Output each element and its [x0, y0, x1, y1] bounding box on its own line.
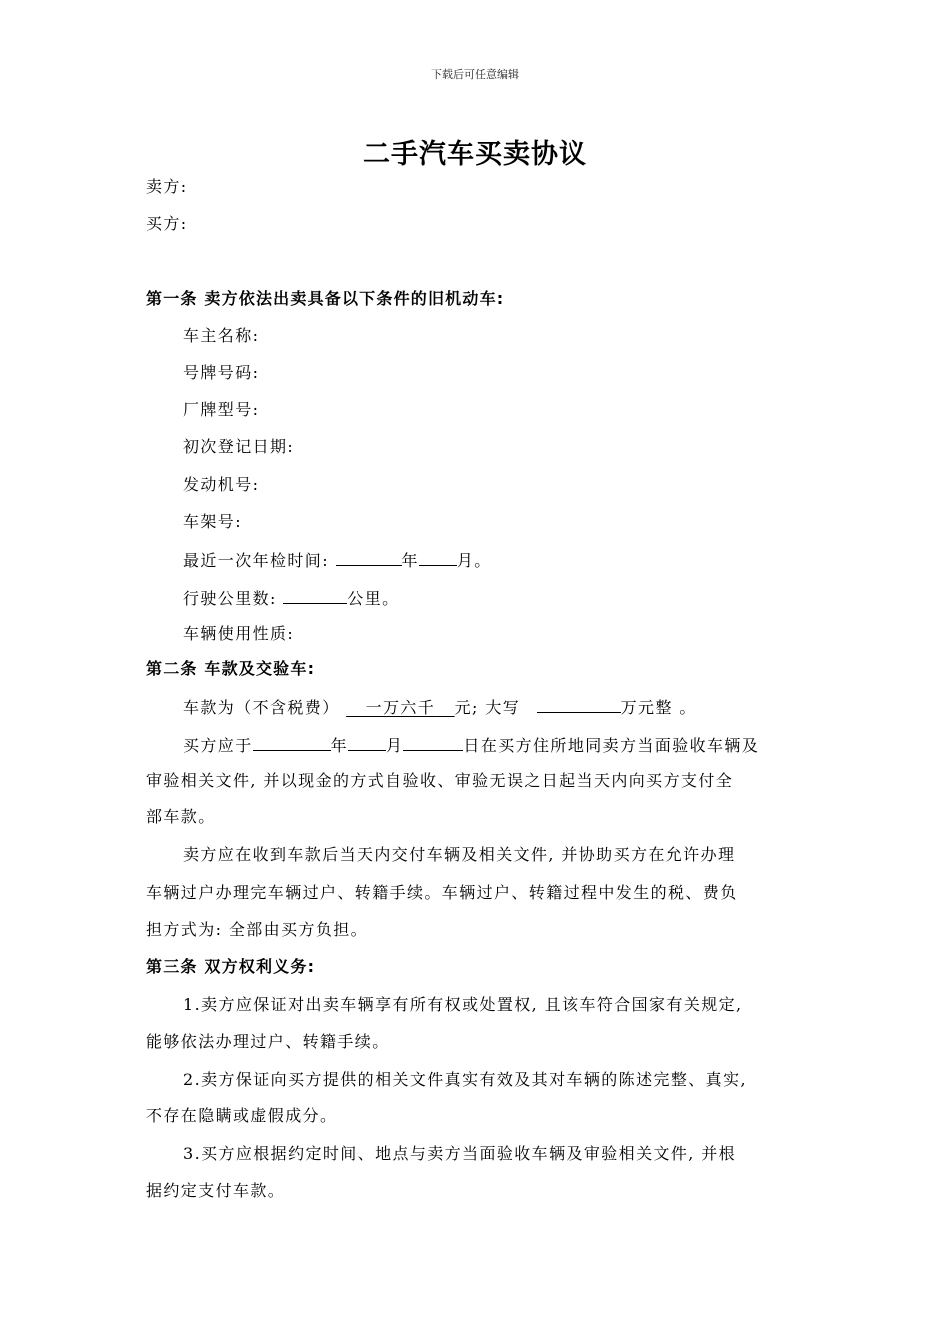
obligation-1-line1: 1.卖方应保证对出卖车辆享有所有权或处置权, 且该车符合国家有关规定,: [183, 995, 743, 1014]
delivery-paragraph-line1: 卖方应在收到车款后当天内交付车辆及相关文件, 并协助买方在允许办理: [183, 845, 736, 864]
price-line: [183, 695, 697, 719]
inspection-month-blank[interactable]: [419, 548, 457, 566]
price-label: 车款为（不含税费）: [183, 698, 340, 717]
price-tail: 万元整 。: [620, 698, 697, 717]
payment-paragraph-line2: 审验相关文件, 并以现金的方式自验收、审验无误之日起当天内向买方支付全: [146, 771, 734, 790]
payment-day-blank[interactable]: [403, 733, 463, 751]
brand-model-label: 厂牌型号:: [183, 400, 260, 419]
owner-name-label: 车主名称:: [183, 326, 260, 345]
inspection-month-unit: 月。: [456, 551, 492, 570]
frame-number-label: 车架号:: [183, 512, 242, 531]
mileage-blank[interactable]: [283, 586, 347, 604]
obligation-3-line1: 3.买方应根据约定时间、地点与卖方当面验收车辆及审验相关文件, 并根: [183, 1144, 737, 1163]
article3-heading: 第三条 双方权利义务:: [146, 957, 316, 976]
inspection-time-line: [183, 548, 492, 572]
seller-label: 卖方:: [146, 177, 188, 196]
buyer-label: 买方:: [146, 214, 188, 233]
price-uppercase-blank[interactable]: [537, 695, 621, 713]
payment-month-blank[interactable]: [348, 733, 386, 751]
obligation-2-line1: 2.卖方保证向买方提供的相关文件真实有效及其对车辆的陈述完整、真实,: [183, 1070, 747, 1089]
engine-number-label: 发动机号:: [183, 475, 260, 494]
mileage-line: [183, 586, 400, 610]
price-amount: 一万六千: [365, 698, 436, 717]
price-unit: 元; 大写: [454, 698, 521, 717]
plate-number-label: 号牌号码:: [183, 363, 260, 382]
payment-month-unit: 月: [386, 736, 404, 755]
inspection-year-unit: 年: [401, 551, 419, 570]
delivery-paragraph-line3: 担方式为: 全部由买方负担。: [146, 920, 369, 939]
payment-paragraph-line3: 部车款。: [146, 807, 216, 826]
article1-heading: 第一条 卖方依法出卖具备以下条件的旧机动车:: [146, 289, 505, 308]
delivery-paragraph-line2: 车辆过户办理完车辆过户、转籍手续。车辆过户、转籍过程中发生的税、费负: [146, 883, 738, 902]
inspection-year-blank[interactable]: [336, 548, 402, 566]
payment-text-d: 日在买方住所地同卖方当面验收车辆及: [463, 736, 760, 755]
registration-date-label: 初次登记日期:: [183, 437, 295, 456]
obligation-1-line2: 能够依法办理过户、转籍手续。: [146, 1032, 390, 1051]
mileage-unit: 公里。: [347, 589, 400, 608]
mileage-label: 行驶公里数:: [183, 589, 277, 608]
inspection-time-label: 最近一次年检时间:: [183, 551, 329, 570]
article2-heading: 第二条 车款及交验车:: [146, 659, 316, 678]
payment-year-blank[interactable]: [253, 733, 331, 751]
obligation-3-line2: 据约定支付车款。: [146, 1181, 286, 1200]
payment-year-unit: 年: [330, 736, 349, 755]
payment-date-line: [183, 733, 759, 757]
vehicle-usage-label: 车辆使用性质:: [183, 624, 295, 643]
payment-text-a: 买方应于: [183, 736, 253, 755]
document-title: 二手汽车买卖协议: [363, 139, 587, 170]
obligation-2-line2: 不存在隐瞒或虚假成分。: [146, 1106, 338, 1125]
header-note: 下载后可任意编辑: [431, 68, 519, 81]
